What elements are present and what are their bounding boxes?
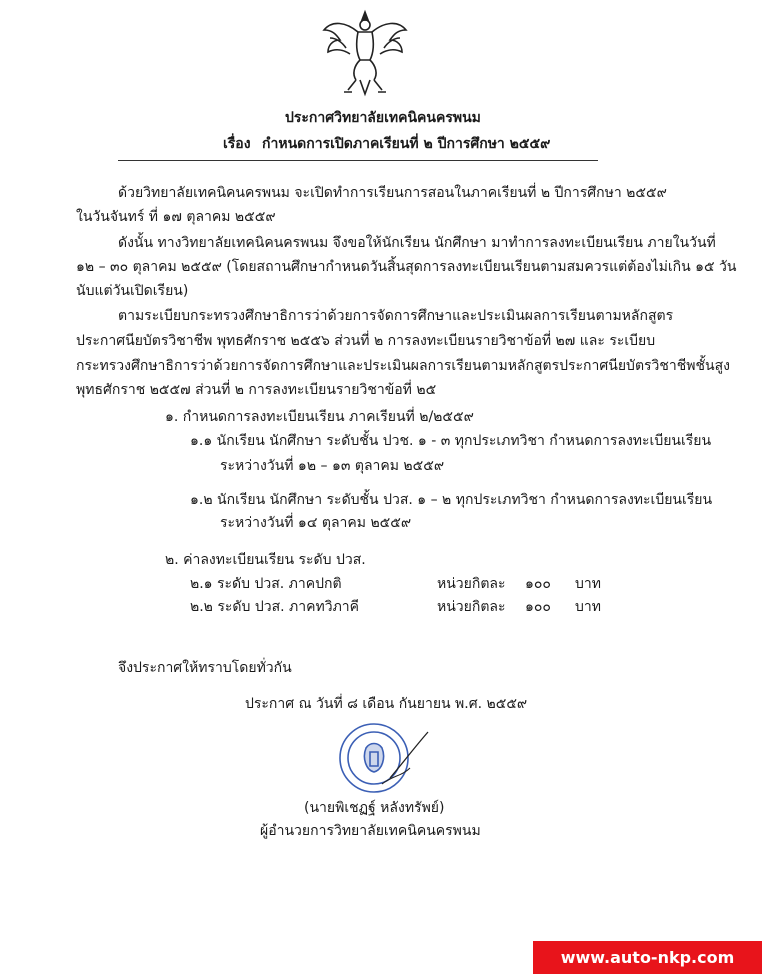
signer-title: ผู้อำนวยการวิทยาลัยเทคนิคนครพนม bbox=[260, 823, 481, 839]
fee-row-2-label: ๒.๒ ระดับ ปวส. ภาคทวิภาคี bbox=[190, 599, 360, 615]
document-subject: กำหนดการเปิดภาคเรียนที่ ๒ ปีการศึกษา ๒๕๕๙ bbox=[262, 136, 551, 152]
subject-label: เรื่อง bbox=[223, 136, 251, 152]
fee-row-1-amount: ๑๐๐ bbox=[525, 576, 551, 592]
section-1-heading: ๑. กำหนดการลงทะเบียนเรียน ภาคเรียนที่ ๒/๒๕๕๙ bbox=[165, 409, 474, 425]
section-2-heading: ๒. ค่าลงทะเบียนเรียน ระดับ ปวส. bbox=[165, 552, 366, 568]
section-1-item-2-line-1: ๑.๒ นักเรียน นักศึกษา ระดับชั้น ปวส. ๑ – ๒ ทุกประเภทวิชา กำหนดการลงทะเบียนเรียน bbox=[190, 492, 713, 508]
school-seal-stamp-icon bbox=[332, 718, 432, 798]
header-divider bbox=[118, 160, 598, 161]
paragraph-3-line-4: พุทธศักราช ๒๕๕๗ ส่วนที่ ๒ การลงทะเบียนรายวิชาข้อที่ ๒๕ bbox=[76, 382, 437, 398]
fee-row-2-amount: ๑๐๐ bbox=[525, 599, 551, 615]
section-1-item-1-line-1: ๑.๑ นักเรียน นักศึกษา ระดับชั้น ปวช. ๑ - ๓ ทุกประเภทวิชา กำหนดการลงทะเบียนเรียน bbox=[190, 433, 712, 449]
paragraph-3-line-3: กระทรวงศึกษาธิการว่าด้วยการจัดการศึกษาและประเมินผลการเรียนตามหลักสูตรประกาศนียบัตรวิชาชีพชั้นสูง bbox=[76, 358, 730, 374]
website-watermark: www.auto-nkp.com bbox=[533, 941, 762, 974]
paragraph-2-line-1: ดังนั้น ทางวิทยาลัยเทคนิคนครพนม จึงขอให้นักเรียน นักศึกษา มาทำการลงทะเบียนเรียน ภายในวันที่ bbox=[118, 235, 716, 251]
announcement-date: ประกาศ ณ วันที่ ๘ เดือน กันยายน พ.ศ. ๒๕๕๙ bbox=[245, 696, 528, 712]
signer-name: (นายพิเชฏฐ์ หลังทรัพย์) bbox=[304, 800, 445, 816]
paragraph-2-line-3: นับแต่วันเปิดเรียน) bbox=[76, 283, 189, 299]
fee-row-1-label: ๒.๑ ระดับ ปวส. ภาคปกติ bbox=[190, 576, 342, 592]
fee-row-2-unit: หน่วยกิตละ bbox=[437, 599, 506, 615]
section-1-item-2-line-2: ระหว่างวันที่ ๑๔ ตุลาคม ๒๕๕๙ bbox=[220, 515, 412, 531]
fee-row-1-unit: หน่วยกิตละ bbox=[437, 576, 506, 592]
paragraph-1-line-2: ในวันจันทร์ ที่ ๑๗ ตุลาคม ๒๕๕๙ bbox=[76, 209, 276, 225]
fee-row-2-currency: บาท bbox=[575, 599, 601, 615]
document-title: ประกาศวิทยาลัยเทคนิคนครพนม bbox=[285, 110, 481, 126]
paragraph-3-line-2: ประกาศนียบัตรวิชาชีพ พุทธศักราช ๒๕๕๖ ส่วนที่ ๒ การลงทะเบียนรายวิชาข้อที่ ๒๗ และ ระเบียบ bbox=[76, 333, 656, 349]
fee-row-1-currency: บาท bbox=[575, 576, 601, 592]
garuda-emblem-icon bbox=[318, 8, 412, 100]
section-1-item-1-line-2: ระหว่างวันที่ ๑๒ – ๑๓ ตุลาคม ๒๕๕๙ bbox=[220, 458, 445, 474]
paragraph-2-line-2: ๑๒ – ๓๐ ตุลาคม ๒๕๕๙ (โดยสถานศึกษากำหนดวันสิ้นสุดการลงทะเบียนเรียนตามสมควรแต่ต้องไม่เกิน ๑๕ วัน bbox=[76, 259, 737, 275]
paragraph-3-line-1: ตามระเบียบกระทรวงศึกษาธิการว่าด้วยการจัดการศึกษาและประเมินผลการเรียนตามหลักสูตร bbox=[118, 308, 674, 324]
paragraph-1-line-1: ด้วยวิทยาลัยเทคนิคนครพนม จะเปิดทำการเรียนการสอนในภาคเรียนที่ ๒ ปีการศึกษา ๒๕๕๙ bbox=[118, 185, 667, 201]
closing-announcement: จึงประกาศให้ทราบโดยทั่วกัน bbox=[118, 660, 292, 676]
